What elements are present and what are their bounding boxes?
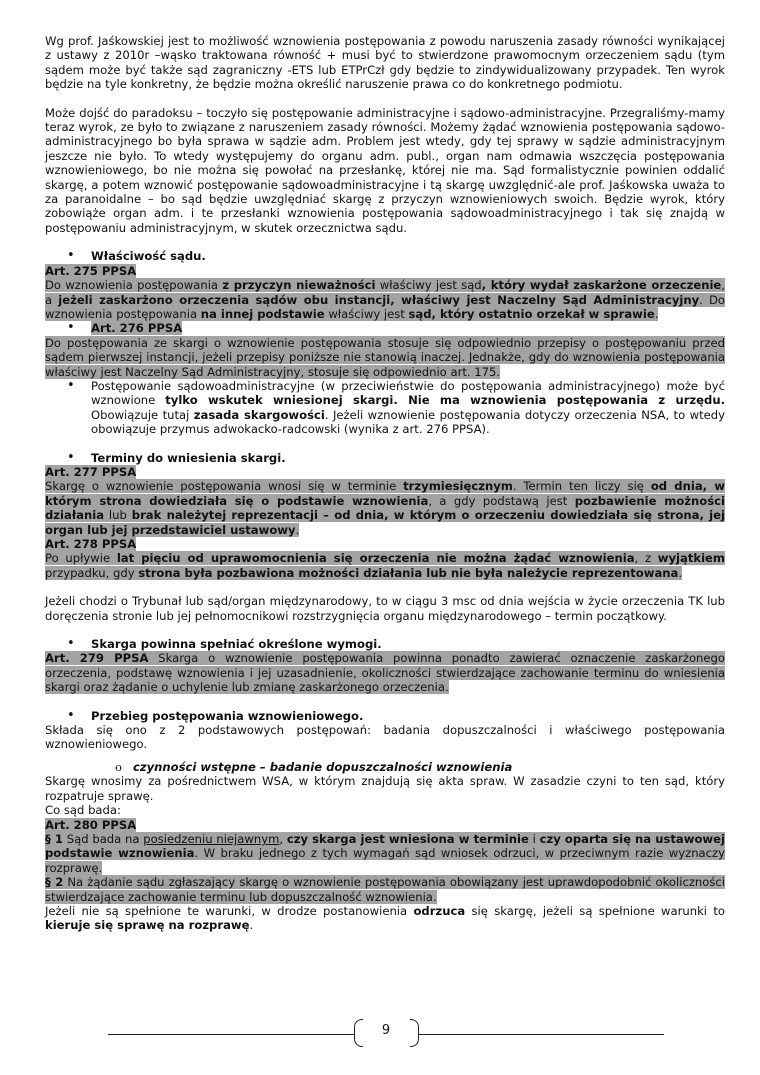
section-heading-deadlines: • Terminy do wniesienia skargi. xyxy=(45,451,725,465)
paragraph-paradox: Może dojść do paradoksu – toczyło się postępowanie administracyjne i sądowo-administracyjne. Przegraliśmy-mamy teraz wyrok, ze było to związane z naruszeniem zasady równości. Możemy żądać wznowienia postępowania sądowo-administracyjnego bo była sprawa w sądzie adm. Problem jest wtedy, gdy tej sprawy w sądzie administracyjnym jeszcze nie było. To wtedy występujemy do organu adm. publ., organ nam odmawia wszczęcia postępowania wznowieniowego, bo nie można się powołać na przesłankę, której nie ma. Sąd formalistycznie powinien oddalić skargę, a potem wznowić postępowanie sądowoadministracyjne i tą skargę uwzględnić-ale prof. Jaśkowska uważa to za paranoidalne – bo sąd będzie uwzględniać skargę z przyczyn wznowieniowych swoich. Będzie wyrok, który zobowiąże organ adm. i te przesłanki wznowienia postępowania sądowoadministracyjnego i tak się znajdą w postępowaniu administracyjnym, w skutek orzecznictwa sądu. xyxy=(45,105,725,235)
paragraph-filing-wsa: Skargę wnosimy za pośrednictwem WSA, w którym znajdują się akta spraw. W zasadzie czyni to ten sąd, który rozpatruje sprawę. xyxy=(45,774,725,803)
article-276-text: Do postępowania ze skargi o wznowienie postępowania stosuje się odpowiednio przepisy o postępowaniu przed sądem pierwszej instancji, jeżeli przepisy poniższe nie stanowią inaczej. Jednakże, gdy do wznowienia postępowania właściwy jest Naczelny Sąd Administracyjny, stosuje się odpowiednio art. 175. xyxy=(45,335,725,379)
paragraph-procedure-intro: Składa się ono z 2 podstawowych postępowań: badania dopuszczalności i właściwego postępowania wznowieniowego. xyxy=(45,723,725,752)
footer-rule-right xyxy=(418,1034,664,1035)
article-280-par-2: § 2 Na żądanie sądu zgłaszający skargę o wznowienie postępowania obowiązany jest uprawdopodobnić okoliczności stwierdzające zachowanie terminu lub dopuszczalność wznowienia. xyxy=(45,875,725,904)
note-complaint-only: • Postępowanie sądowoadministracyjne (w przeciwieństwie do postępowania administracyjnego) może być wznowione tylko wskutek wniesionej skargi. Nie ma wznowienia postępowania z urzędu. Obowiązuje tutaj zasada skargowości. Jeżeli wznowienie postępowania dotyczy orzeczenia NSA, to wtedy obowiązuje przymus adwokacko-radcowski (wynika z art. 276 PPSA). xyxy=(45,379,725,437)
paragraph-equality: Wg prof. Jaśkowskiej jest to możliwość wznowienia postępowania z powodu naruszenia zasady równości wynikającej z ustawy z 2010r –wąsko traktowana równość + musi być to stwierdzone prawomocnym orzeczeniem sądu (tym sądem może być także sąd zagraniczny -ETS lub ETPrCzł gdy będzie to zindywidualizowany przypadek. Ten wyrok będzie na tyle konkretny, że będzie można określić naruszenie prawa co do konkretnego podmiotu. xyxy=(45,34,725,92)
footer-rule-left xyxy=(108,1034,354,1035)
article-277-text: Skargę o wznowienie postępowania wnosi się w terminie trzymiesięcznym. Termin ten liczy się od dnia, w którym strona dowiedziała się o podstawie wznowienia, a gdy podstawą jest pozbawienie możności działania lub brak należytej reprezentacji – od dnia, w którym o orzeczeniu dowiedziała się strona, jej organ lub jej przedstawiciel ustawowy. xyxy=(45,479,726,537)
paragraph-tribunal-deadline: Jeżeli chodzi o Trybunał lub sąd/organ międzynarodowy, to w ciągu 3 msc od dnia wejścia w życie orzeczenia TK lub doręczenia stronie lub jej pełnomocnikowi rozstrzygnięcia organu międzynarodowego – termin początkowy. xyxy=(45,594,725,623)
article-278-text: Po upływie lat pięciu od uprawomocnienia się orzeczenia nie można żądać wznowienia, z wyjątkiem przypadku, gdy strona była pozbawiona możności działania lub nie była należycie reprezentowana. xyxy=(45,551,725,580)
article-279-text: Art. 279 PPSA Skarga o wznowienie postępowania powinna ponadto zawierać oznaczenie zaskarżonego orzeczenia, podstawę wznowienia i jej uzasadnienie, okoliczności stwierdzające zachowanie terminu do wniesienia skargi oraz żądanie o uchylenie lub zmianę zaskarżonego orzeczenia. xyxy=(45,651,725,695)
article-275-text: Do wznowienia postępowania z przyczyn nieważności właściwy jest sąd, który wydał zaskarżone orzeczenie, a jeżeli zaskarżono orzeczenia sądów obu instancji, właściwy jest Naczelny Sąd Administracyjny. Do wznowienia postępowania na innej podstawie właściwy jest sąd, który ostatnio orzekał w sprawie. xyxy=(45,278,725,321)
subheading-preliminary: o czynności wstępne – badanie dopuszczalności wznowienia xyxy=(45,760,725,774)
article-280-label: Art. 280 PPSA xyxy=(45,817,137,832)
section-heading-procedure: • Przebieg postępowania wznowieniowego. xyxy=(45,709,725,723)
paragraph-court-examines: Co sąd bada: xyxy=(45,803,121,818)
article-278-label: Art. 278 PPSA xyxy=(45,537,137,551)
article-276-label: • Art. 276 PPSA xyxy=(45,321,725,335)
document-page xyxy=(45,34,725,933)
page-footer xyxy=(108,1017,664,1047)
article-280-par-1: § 1 Sąd bada na posiedzeniu niejawnym, czy skarga jest wniesiona w terminie i czy oparta się na ustawowej podstawie wznowienia. W braku jednego z tych wymagań sąd wniosek odrzuci, w przeciwnym razie wyznaczy rozprawę. xyxy=(45,831,725,875)
article-277-label: Art. 277 PPSA xyxy=(45,464,137,479)
footer-bracket-right xyxy=(410,1019,419,1047)
section-heading-court: • Właściwość sądu. xyxy=(45,249,725,263)
article-275-label: Art. 275 PPSA xyxy=(45,263,137,278)
page-number: 9 xyxy=(381,1023,391,1038)
paragraph-outcome: Jeżeli nie są spełnione te warunki, w drodze postanowienia odrzuca się skargę, jeżeli są spełnione warunki to kieruje się sprawę na rozprawę. xyxy=(45,903,726,933)
section-heading-requirements: • Skarga powinna spełniać określone wymogi. xyxy=(45,637,725,651)
